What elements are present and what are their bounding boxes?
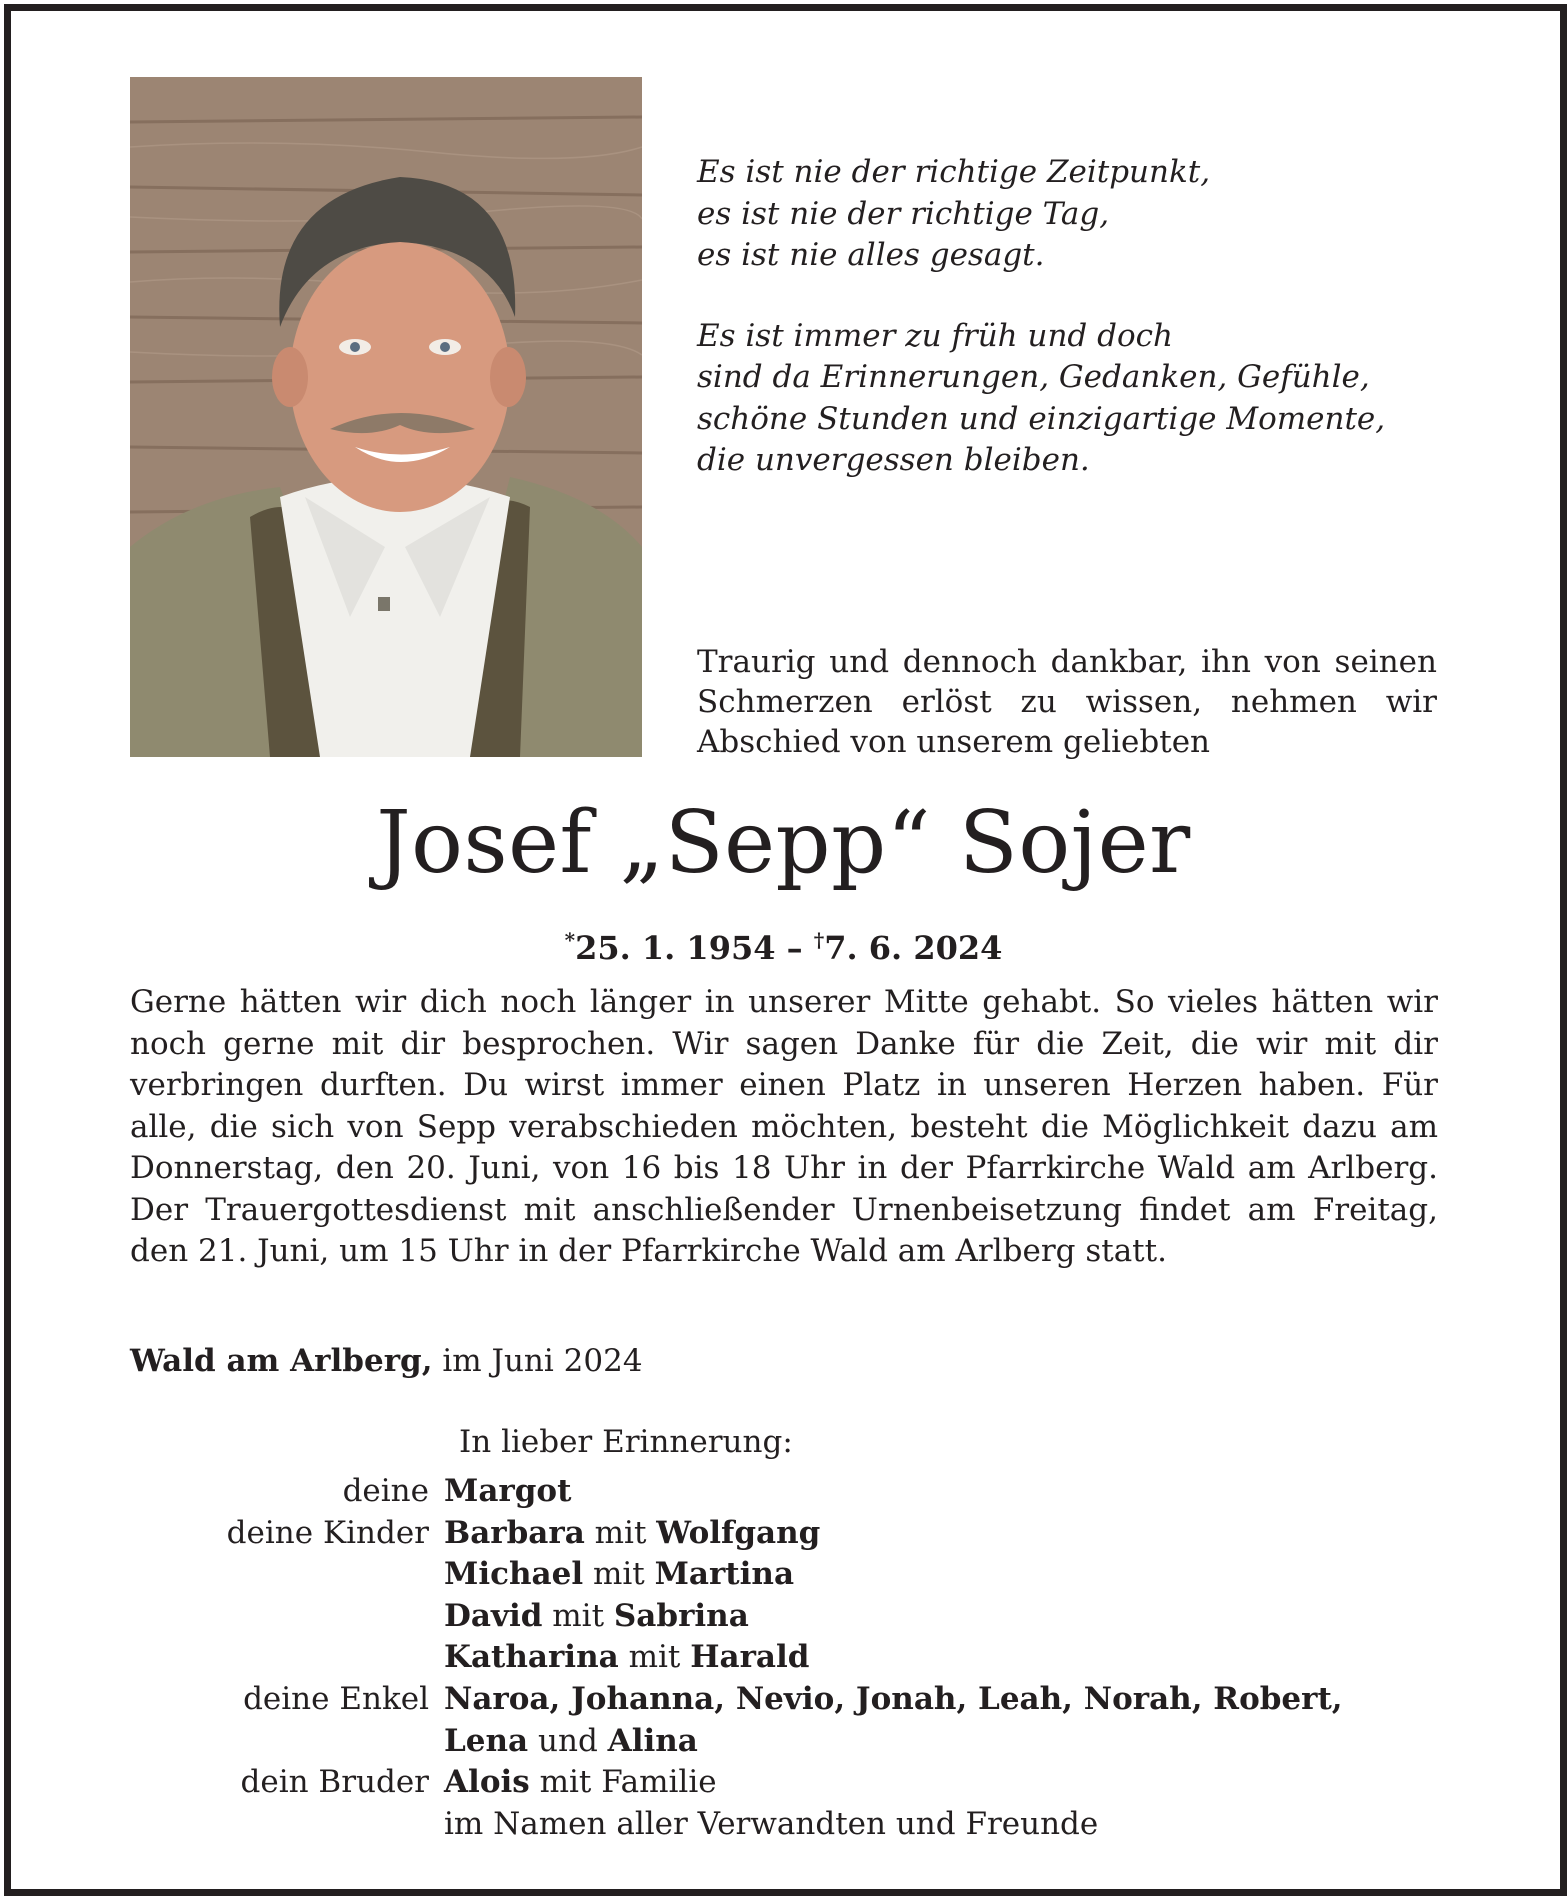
brother-suffix: mit Familie (529, 1764, 717, 1801)
date-separator: – (775, 929, 814, 967)
place-month: im Juni 2024 (432, 1343, 643, 1379)
poem-line: es ist nie alles gesagt. (697, 237, 1045, 273)
brother-name: Alois (444, 1764, 530, 1801)
role-children: deine Kinder (226, 1514, 429, 1551)
child-name: Barbara (444, 1514, 585, 1551)
wife-name: Margot (444, 1473, 572, 1509)
place-location: Wald am Arlberg, (130, 1343, 433, 1379)
family-row-child (130, 1637, 1460, 1679)
partner-name: Harald (690, 1639, 810, 1676)
partner-name: Martina (654, 1556, 795, 1593)
family-list (130, 1471, 1460, 1845)
role-wife: deine (342, 1473, 429, 1509)
portrait-photo (130, 77, 642, 757)
body-text: Gerne hätten wir dich noch länger in unserer Mitte gehabt. So vieles hätten wir noch gerne mit dir besprochen. Wir sagen Danke für die Zeit, die wir mit dir verbringen durften. Du wirst immer einen Platz in unseren Herzen haben. Für alle, die sich von Sepp verabschieden möchten, besteht die Möglichkeit dazu am Donnerstag, den 20. Juni, von 16 bis 18 Uhr in der Pfarrkirche Wald am Arlberg. Der Trauergottesdienst mit anschließender Urnenbeisetzung findet am Freitag, den 21. Juni, um 15 Uhr in der Pfarrkirche Wald am Arlberg statt. (130, 984, 1438, 1269)
death-symbol: † (813, 928, 825, 952)
poem-line: sind da Erinnerungen, Gedanken, Gefühle, (697, 359, 1370, 395)
poem-line: schöne Stunden und einzigartige Momente, (697, 400, 1386, 437)
death-date: 7. 6. 2024 (824, 929, 1003, 967)
poem (697, 152, 1457, 482)
partner-name: Sabrina (613, 1597, 749, 1634)
child-name: David (444, 1597, 543, 1634)
poem-line: Es ist immer zu früh und doch (697, 317, 1173, 354)
and-connector: und (528, 1722, 608, 1759)
intro-text: Traurig und dennoch dankbar, ihn von seinen Schmerzen erlöst zu wissen, nehmen wir Abschied von unserem geliebten (697, 644, 1437, 760)
birth-date: 25. 1. 1954 (575, 929, 776, 967)
poem-line: es ist nie der richtige Tag, (697, 195, 1110, 232)
family-row-closing (130, 1804, 1460, 1846)
family-row-grandchildren (130, 1679, 1460, 1721)
child-name: Katharina (444, 1639, 619, 1676)
family-row-child (130, 1513, 1460, 1555)
grandchild-name: Lena (444, 1722, 529, 1759)
life-dates (0, 918, 1567, 970)
role-grandchildren: deine Enkel (243, 1680, 429, 1717)
family-row-child (130, 1596, 1460, 1638)
child-name: Michael (444, 1556, 584, 1593)
closing-line: im Namen aller Verwandten und Freunde (444, 1805, 1099, 1842)
grandchildren-names: Naroa, Johanna, Nevio, Jonah, Leah, Norah, Robert, (444, 1680, 1343, 1717)
connector: mit (618, 1639, 691, 1676)
poem-stanza-2 (697, 316, 1457, 482)
poem-line: die unvergessen bleiben. (697, 442, 1090, 478)
role-brother: dein Bruder (240, 1764, 429, 1801)
poem-stanza-1 (697, 152, 1457, 277)
connector: mit (583, 1556, 655, 1593)
connector: mit (584, 1514, 657, 1551)
partner-name: Wolfgang (656, 1514, 821, 1551)
connector: mit (542, 1597, 614, 1634)
deceased-name: Josef „Sepp“ Sojer (376, 793, 1191, 893)
poem-line: Es ist nie der richtige Zeitpunkt, (697, 154, 1211, 190)
grandchild-name: Alina (607, 1722, 698, 1759)
family-row-wife (130, 1471, 1460, 1513)
family-row-child (130, 1554, 1460, 1596)
family-row-grandchildren (130, 1721, 1460, 1763)
place-date (130, 1340, 643, 1382)
birth-symbol: * (564, 928, 576, 952)
memory-heading: In lieber Erinnerung: (459, 1424, 793, 1460)
family-row-brother (130, 1762, 1460, 1804)
